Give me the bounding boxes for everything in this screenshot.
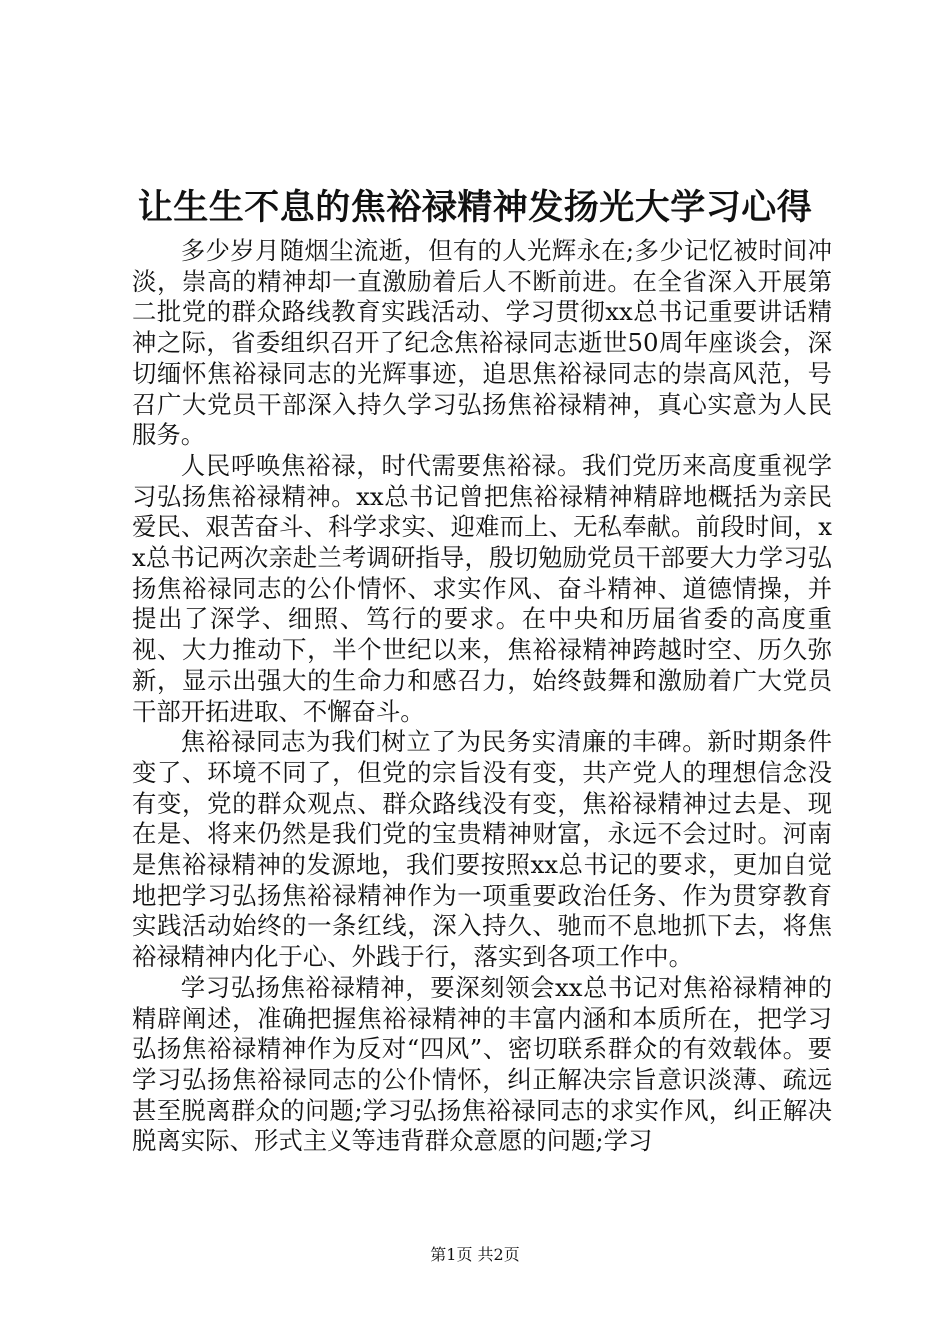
paragraph-4: 学习弘扬焦裕禄精神，要深刻领会xx总书记对焦裕禄精神的精辟阐述，准确把握焦裕禄精神的丰富内涵和本质所在，把学习弘扬焦裕禄精神作为反对“四风”、密切联系群众的有效载体。要学习弘扬焦裕禄同志的公仆情怀，纠正解决宗旨意识淡薄、疏远甚至脱离群众的问题;学习弘扬焦裕禄同志的求实作风，纠正解决脱离实际、形式主义等违背群众意愿的问题;学习 xyxy=(132,972,832,1156)
paragraph-2: 人民呼唤焦裕禄，时代需要焦裕禄。我们党历来高度重视学习弘扬焦裕禄精神。xx总书记曾把焦裕禄精神精辟地概括为亲民爱民、艰苦奋斗、科学求实、迎难而上、无私奉献。前段时间，xx总书记两次亲赴兰考调研指导，殷切勉励党员干部要大力学习弘扬焦裕禄同志的公仆情怀、求实作风、奋斗精神、道德情操，并提出了深学、细照、笃行的要求。在中央和历届省委的高度重视、大力推动下，半个世纪以来，焦裕禄精神跨越时空、历久弥新，显示出强大的生命力和感召力，始终鼓舞和激励着广大党员干部开拓进取、不懈奋斗。 xyxy=(132,450,832,726)
paragraph-1: 多少岁月随烟尘流逝，但有的人光辉永在;多少记忆被时间冲淡，崇高的精神却一直激励着后人不断前进。在全省深入开展第二批党的群众路线教育实践活动、学习贯彻xx总书记重要讲话精神之际，省委组织召开了纪念焦裕禄同志逝世50周年座谈会，深切缅怀焦裕禄同志的光辉事迹，追思焦裕禄同志的崇高风范，号召广大党员干部深入持久学习弘扬焦裕禄精神，真心实意为人民服务。 xyxy=(132,236,832,450)
document-body xyxy=(132,236,832,1157)
page-footer: 第1页 共2页 xyxy=(430,1245,520,1264)
document-title: 让生生不息的焦裕禄精神发扬光大学习心得 xyxy=(137,187,813,228)
paragraph-3: 焦裕禄同志为我们树立了为民务实清廉的丰碑。新时期条件变了、环境不同了，但党的宗旨没有变，共产党人的理想信念没有变，党的群众观点、群众路线没有变，焦裕禄精神过去是、现在是、将来仍然是我们党的宝贵精神财富，永远不会过时。河南是焦裕禄精神的发源地，我们要按照xx总书记的要求，更加自觉地把学习弘扬焦裕禄精神作为一项重要政治任务、作为贯穿教育实践活动始终的一条红线，深入持久、驰而不息地抓下去，将焦裕禄精神内化于心、外践于行，落实到各项工作中。 xyxy=(132,727,832,972)
